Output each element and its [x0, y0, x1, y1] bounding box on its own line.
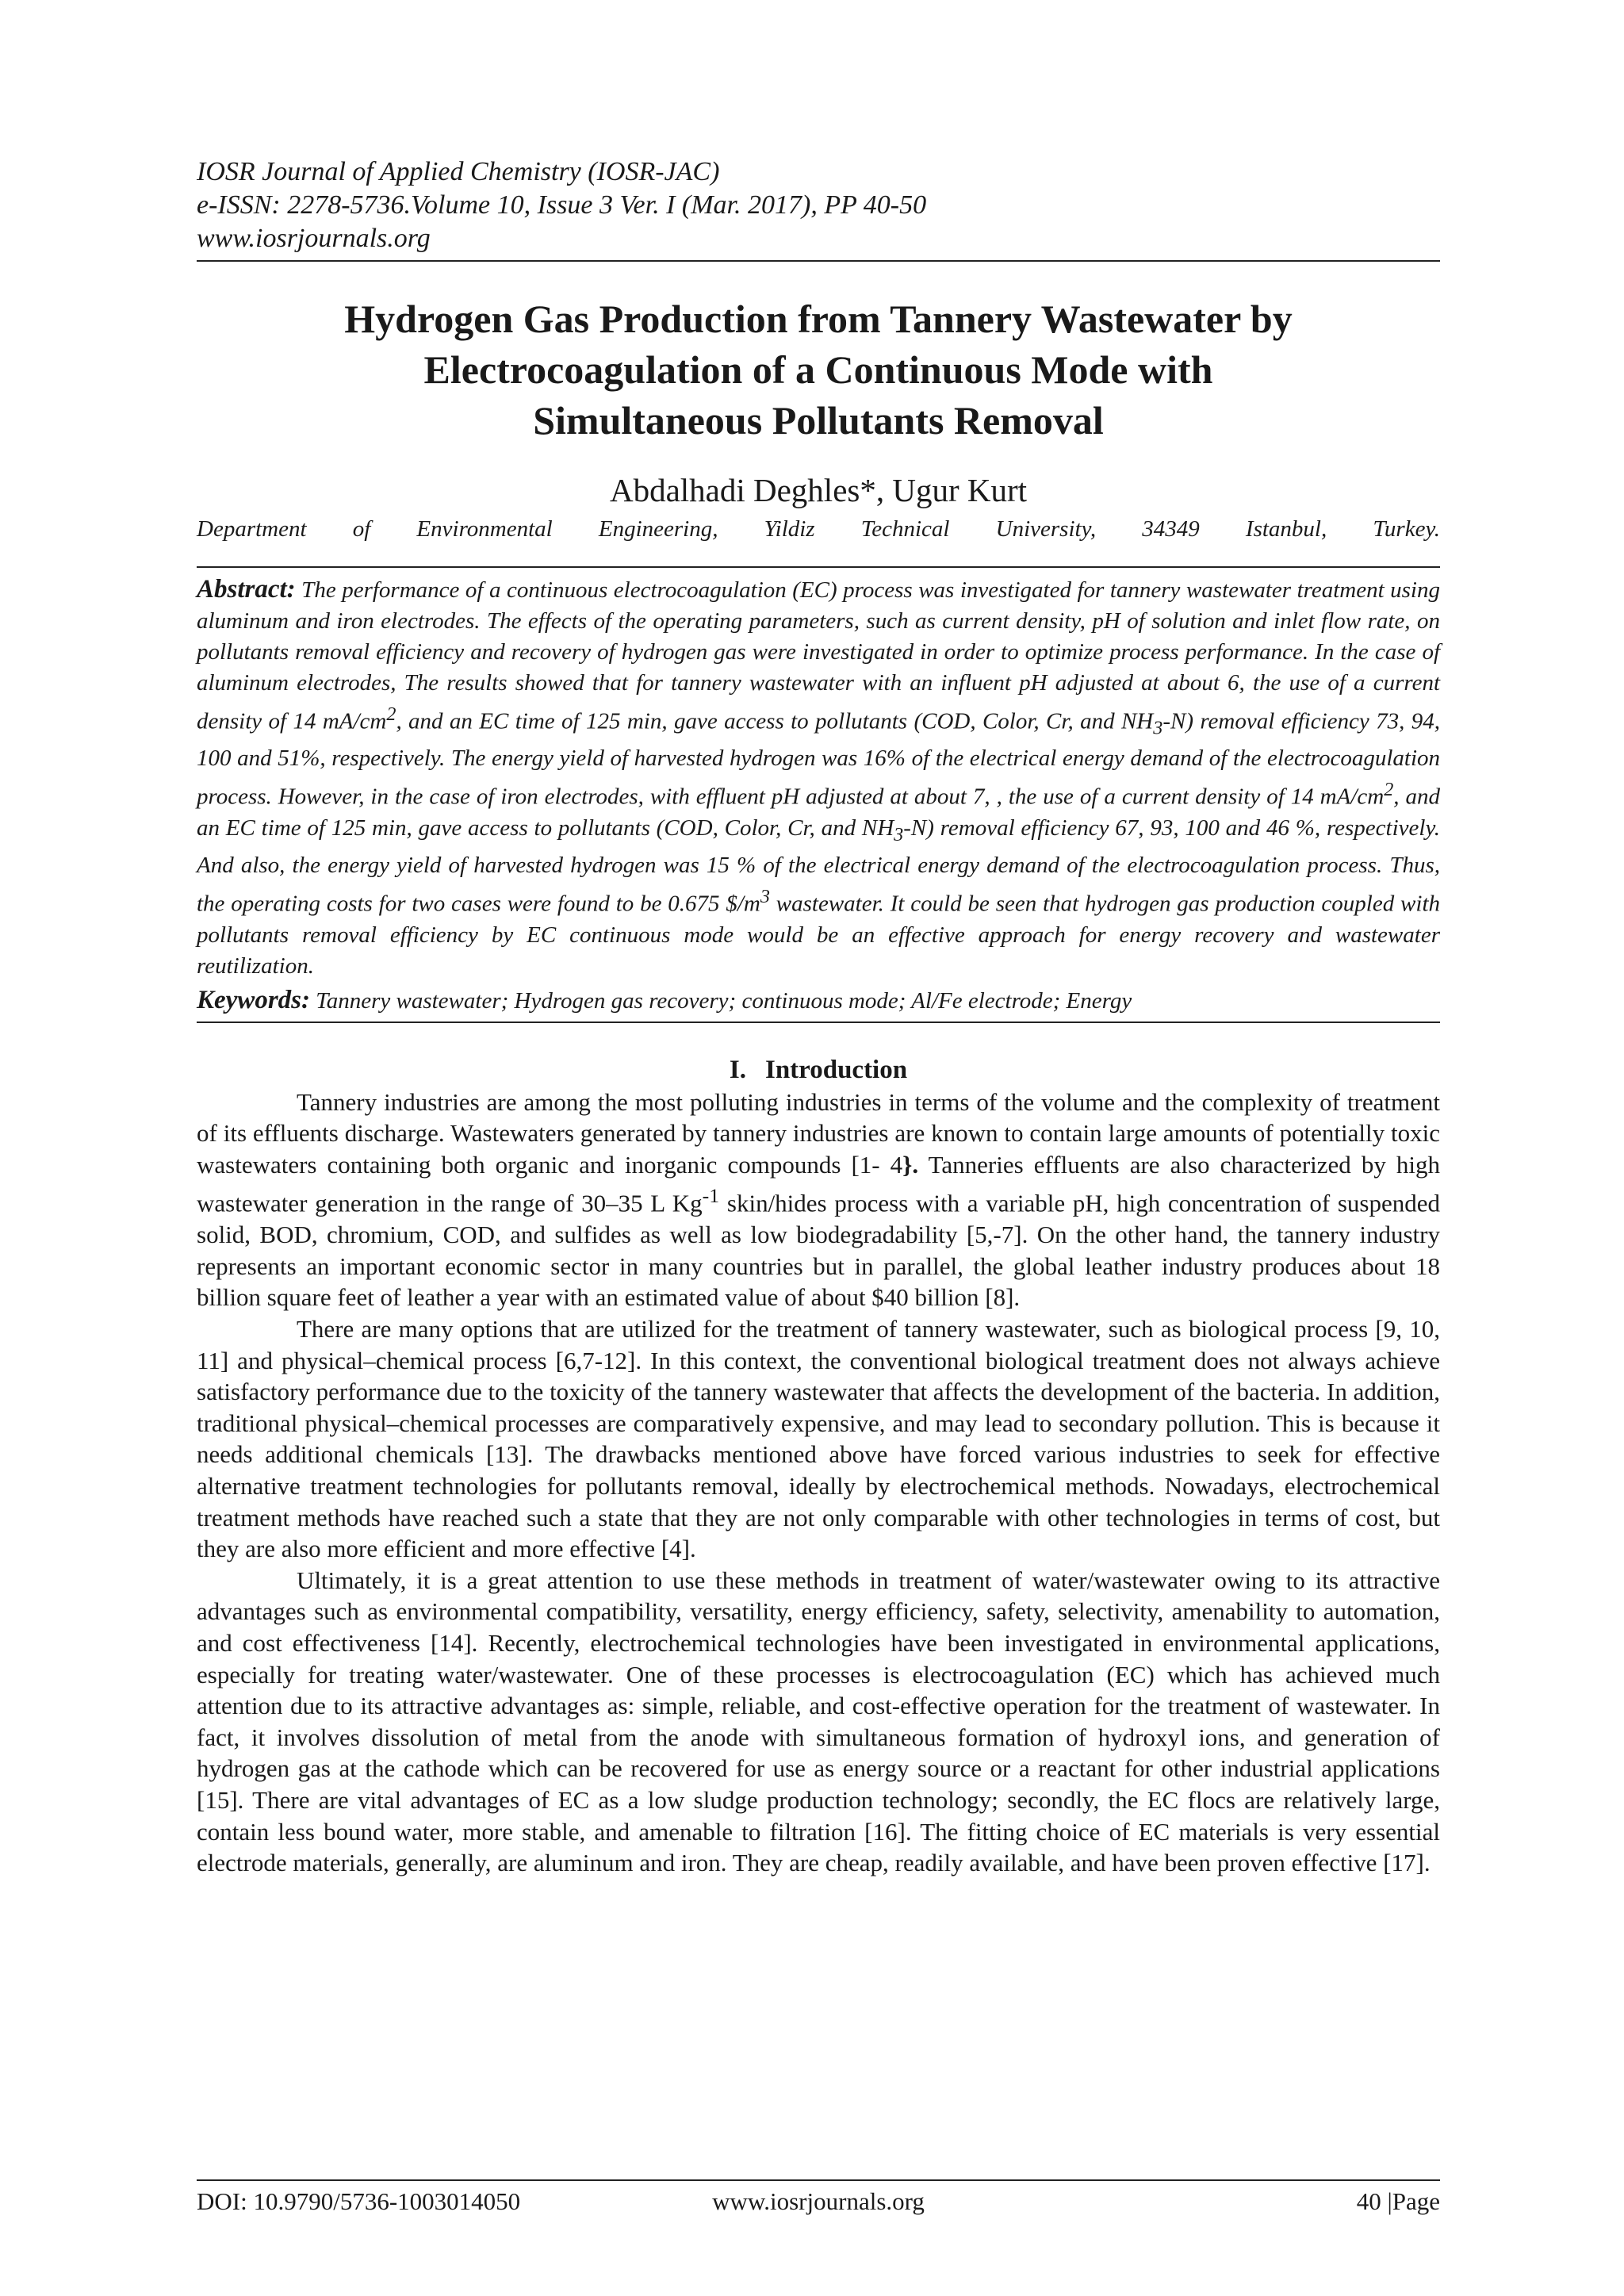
keywords-label: Keywords:	[197, 985, 310, 1014]
page-footer	[197, 2179, 1440, 2217]
footer-divider	[197, 2179, 1440, 2181]
footer-doi: DOI: 10.9790/5736-1003014050	[197, 2187, 521, 2215]
affiliation: Department of Environmental Engineering, Yildiz Technical University, 34349 Istanbul, Turkey.	[197, 516, 1440, 542]
title-line: Hydrogen Gas Production from Tannery Wastewater by	[344, 297, 1293, 341]
paper-page	[197, 155, 1440, 1879]
issn-volume-line: e-ISSN: 2278-5736.Volume 10, Issue 3 Ver. I (Mar. 2017), PP 40-50	[197, 190, 927, 220]
authors: Abdalhadi Deghles*, Ugur Kurt	[609, 472, 1028, 508]
section-heading-introduction	[197, 1053, 1440, 1087]
journal-website: www.iosrjournals.org	[197, 224, 431, 253]
journal-name: IOSR Journal of Applied Chemistry (IOSR-JAC)	[197, 157, 720, 186]
journal-header	[197, 155, 1440, 255]
abstract-label: Abstract:	[197, 575, 296, 604]
paper-title	[260, 293, 1377, 446]
abstract-top-divider	[197, 566, 1440, 568]
footer-website: www.iosrjournals.org	[712, 2187, 925, 2215]
section-title: Introduction	[764, 1055, 908, 1084]
footer-page-number: 40 |Page	[1356, 2187, 1441, 2215]
section-number: I.	[729, 1055, 746, 1084]
keywords	[197, 985, 1440, 1017]
title-line: Simultaneous Pollutants Removal	[533, 398, 1104, 443]
header-divider	[197, 260, 1440, 262]
title-line: Electrocoagulation of a Continuous Mode with	[423, 347, 1213, 392]
abstract: Abstract: The performance of a continuous electrocoagulation (EC) process was investigated for tannery wastewater treatment using aluminum and iron electrodes. The effects of the operating parameters, such as current density, pH of solution and inlet flow rate, on pollutants removal efficiency and recovery of hydrogen gas were investigated in order to optimize process performance. In the case of aluminum electrodes, The results showed that for tannery wastewater with an influent pH adjusted at about 6, the use of a current density of 14 $mA/cm^2$, and an EC time of 125 min, gave access to pollutants (COD, Color, Cr, and $NH_3-N$) removal efficiency 73, 94, 100 and 51%, respectively. The energy yield of harvested hydrogen was 16% of the electrical energy demand of the electrocoagulation process. However, in the case of iron electrodes, with effluent pH adjusted at about 7, , the use of a current density of 14 $mA/cm^2$, and an EC time of 125 min, gave access to pollutants (COD, Color, Cr, and $NH_3-N$) removal efficiency 67, 93, 100 and 46 %, respectively. And also, the energy yield of harvested hydrogen was 15 % of the electrical energy demand of the electrocoagulation process. Thus, the operating costs for two cases were found to be 0.675 $\$/m^3$ wastewater. It could be seen that hydrogen gas production coupled with pollutants removal efficiency by EC continuous mode would be an effective approach for energy recovery and wastewater reutilization.	[197, 575, 1441, 979]
abstract-bottom-divider	[197, 1022, 1440, 1023]
intro-paragraph-1: Tannery industries are among the most polluting industries in terms of the volume and the complexity of treatment of its effluents discharge. Wastewaters generated by tannery industries are known to contain large amounts of potentially toxic wastewaters containing both organic and inorganic compounds [1- 4}. Tanneries effluents are also characterized by high wastewater generation in the range of 30–35 L $Kg^{-1}$ skin/hides process with a variable pH, high concentration of suspended solid, BOD, chromium, COD, and sulfides as well as low biodegradability [5,-7]. On the other hand, the tannery industry represents an important economic sector in many countries but in parallel, the global leather industry produces about 18 billion square feet of leather a year with an estimated value of about $40 billion [8].	[197, 1087, 1441, 1312]
intro-paragraph-2: There are many options that are utilized for the treatment of tannery wastewater, such as biological process [9, 10, 11] and physical–chemical process [6,7-12]. In this context, the conventional biological treatment does not always achieve satisfactory performance due to the toxicity of the tannery wastewater that affects the development of the bacteria. In addition, traditional physical–chemical processes are comparatively expensive, and may lead to secondary pollution. This is because it needs additional chemicals [13]. The drawbacks mentioned above have forced various industries to seek for effective alternative treatment technologies for pollutants removal, ideally by electrochemical methods. Nowadays, electrochemical treatment methods have reached such a state that they are not only comparable with other technologies in terms of cost, but they are also more efficient and more effective [4].	[197, 1315, 1440, 1563]
abstract-block	[197, 566, 1440, 1023]
intro-paragraph-3: Ultimately, it is a great attention to use these methods in treatment of water/wastewater owing to its attractive advantages such as environmental compatibility, versatility, energy efficiency, safety, selectivity, amenability to automation, and cost effectiveness [14]. Recently, electrochemical technologies have been investigated in environmental applications, especially for treating water/wastewater. One of these processes is electrocoagulation (EC) which has achieved much attention due to its attractive advantages as: simple, reliable, and cost-effective operation for the treatment of wastewater. In fact, it involves dissolution of metal from the anode with simultaneous formation of hydroxyl ions, and generation of hydrogen gas at the cathode which can be recovered for use as energy source or a reactant for other industrial applications [15]. There are vital advantages of EC as a low sludge production technology; secondly, the EC flocs are relatively large, contain less bound water, more stable, and amenable to filtration [16]. The fitting choice of EC materials is very essential electrode materials, generally, are aluminum and iron. They are cheap, readily available, and have been proven effective [17].	[197, 1566, 1440, 1877]
keywords-text: Tannery wastewater; Hydrogen gas recovery; continuous mode; Al/Fe electrode; Energy	[310, 987, 1132, 1014]
